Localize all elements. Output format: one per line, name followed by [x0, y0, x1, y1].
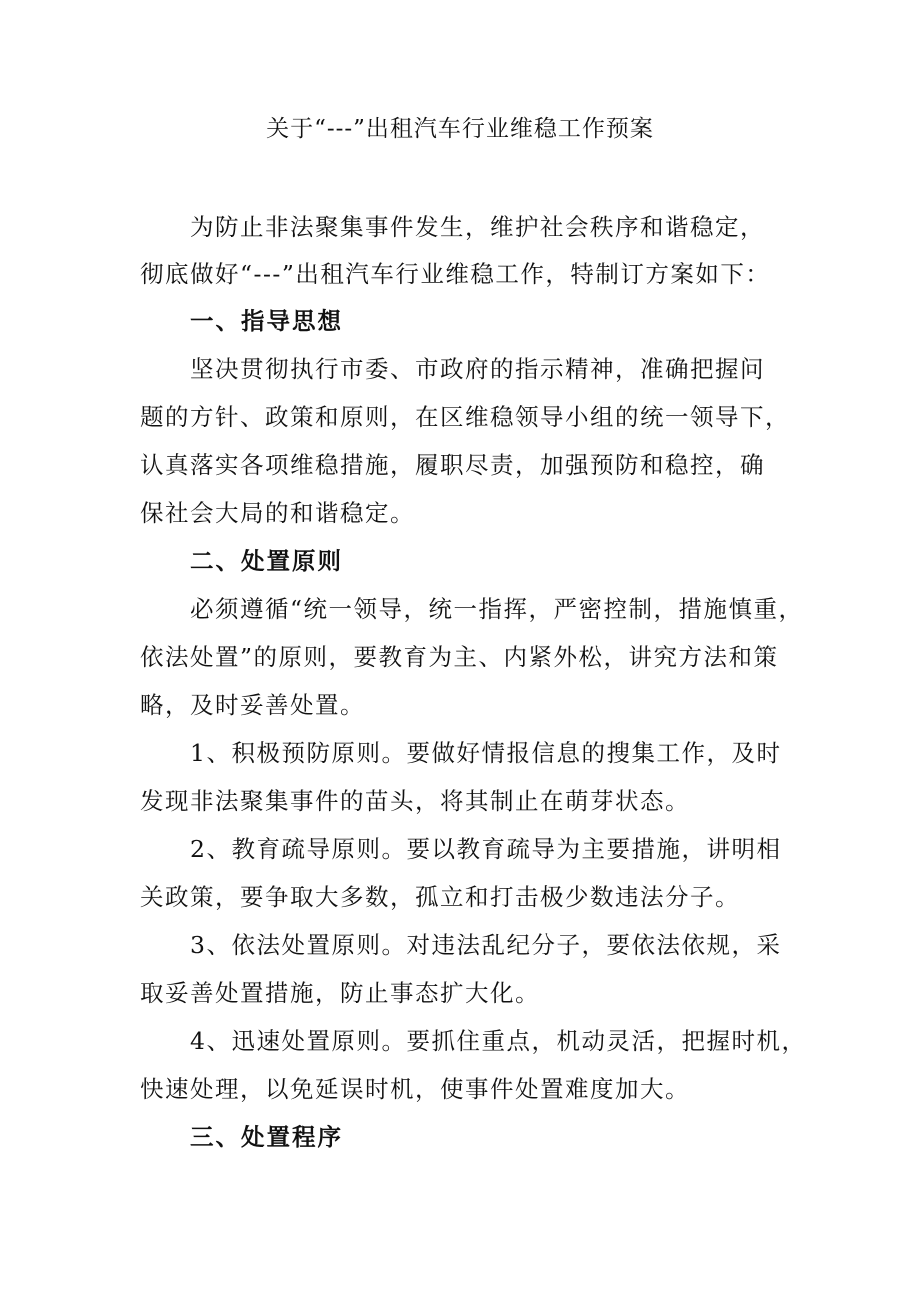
section-2-heading: 二、处置原则 — [190, 547, 343, 575]
intro-line-1: 为防止非法聚集事件发生，维护社会秩序和谐稳定， — [190, 213, 765, 241]
principle-1-line-2: 发现非法聚集事件的苗头，将其制止在萌芽状态。 — [140, 787, 690, 815]
document-title: 关于“---”出租汽车行业维稳工作预案 — [266, 116, 654, 142]
section-1-line-4: 保社会大局的和谐稳定。 — [140, 499, 415, 527]
section-1-line-3: 认真落实各项维稳措施，履职尽责，加强预防和稳控，确 — [140, 451, 765, 479]
principle-4-line-2: 快速处理，以免延误时机，使事件处置难度加大。 — [140, 1075, 690, 1103]
section-1-heading: 一、指导思想 — [190, 307, 343, 335]
principle-3-line-2: 取妥善处置措施，防止事态扩大化。 — [140, 979, 540, 1007]
section-2-line-2: 依法处置”的原则，要教育为主、内紧外松，讲究方法和策 — [140, 643, 779, 671]
principle-1-line-1: 1、积极预防原则。要做好情报信息的搜集工作，及时 — [190, 739, 782, 767]
intro-line-2: 彻底做好“---”出租汽车行业维稳工作，特制订方案如下： — [140, 260, 771, 288]
section-1-line-1: 坚决贯彻执行市委、市政府的指示精神，准确把握问 — [190, 355, 765, 383]
principle-2-line-1: 2、教育疏导原则。要以教育疏导为主要措施，讲明相 — [190, 835, 782, 863]
section-2-line-3: 略，及时妥善处置。 — [140, 691, 365, 719]
section-2-line-1: 必须遵循“统一领导，统一指挥，严密控制，措施慎重， — [190, 595, 804, 623]
principle-4-line-1: 4、迅速处置原则。要抓住重点，机动灵活，把握时机， — [190, 1027, 807, 1055]
principle-3-line-1: 3、依法处置原则。对违法乱纪分子，要依法依规，采 — [190, 931, 782, 959]
principle-2-line-2: 关政策，要争取大多数，孤立和打击极少数违法分子。 — [140, 883, 740, 911]
section-1-line-2: 题的方针、政策和原则，在区维稳领导小组的统一领导下， — [140, 403, 790, 431]
section-3-heading: 三、处置程序 — [190, 1123, 343, 1151]
